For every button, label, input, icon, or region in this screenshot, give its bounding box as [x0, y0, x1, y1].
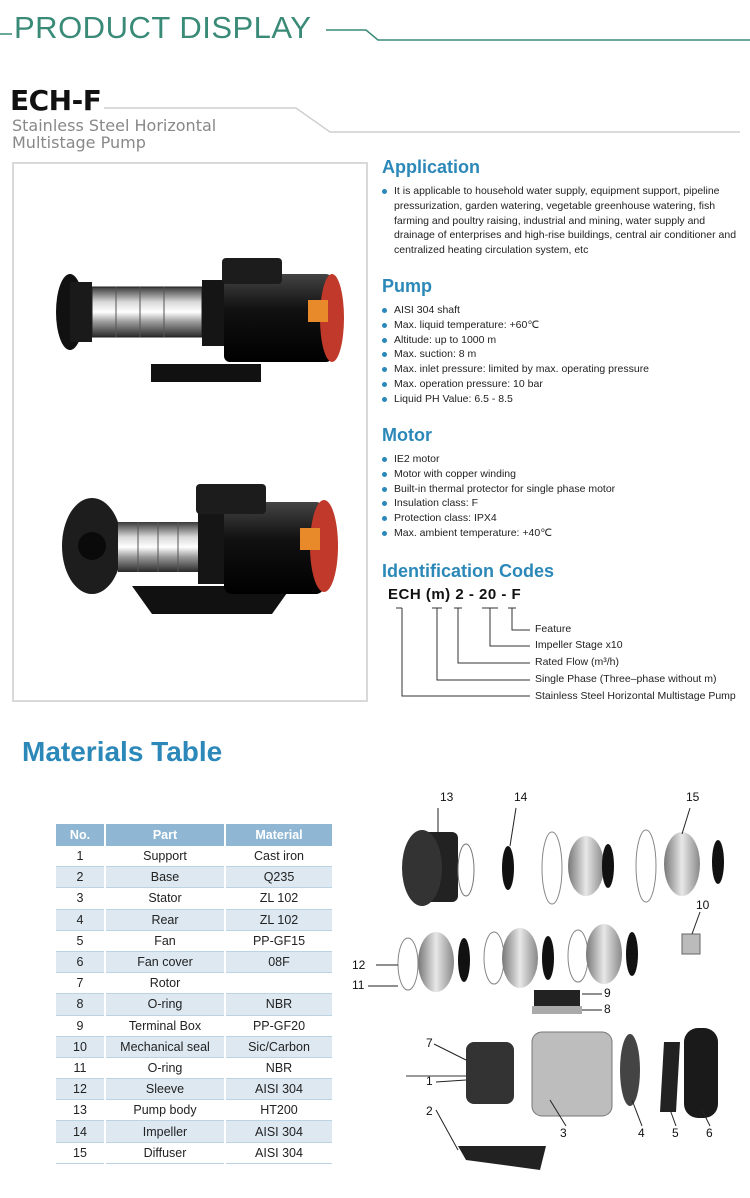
- list-item: AISI 304 shaft: [382, 303, 744, 318]
- list-item: IE2 motor: [382, 452, 744, 467]
- table-row: [56, 1036, 332, 1057]
- cell-part: Rotor: [105, 973, 225, 994]
- list-item: Liquid PH Value: 6.5 - 8.5: [382, 392, 744, 407]
- motor-title: Motor: [382, 425, 432, 445]
- list-item: It is applicable to household water supply, equipment support, pipeline pressurization, garden watering, vegetable greenhouse watering, fish farming and poultry raising, industrial and mining, water supply and drainage of enterprises and high-rise buildings, central air conditioner and centralized heating circulation system, etc: [382, 184, 744, 258]
- callout-label: 5: [672, 1126, 679, 1140]
- cell-no: 13: [56, 1100, 105, 1121]
- cell-material: ZL 102: [225, 888, 332, 909]
- cell-material: Q235: [225, 867, 332, 888]
- cell-material: ZL 102: [225, 909, 332, 930]
- callout-label: 8: [604, 1002, 611, 1016]
- cell-no: 12: [56, 1079, 105, 1100]
- identification-code-diagram: [382, 586, 750, 706]
- cell-no: 2: [56, 867, 105, 888]
- callout-label: 7: [426, 1036, 433, 1050]
- identification-section: [382, 560, 744, 582]
- cell-part: Fan cover: [105, 951, 225, 972]
- cell-part: Fan: [105, 930, 225, 951]
- cell-no: 5: [56, 930, 105, 951]
- identification-code: ECH (m) 2 - 20 - F: [388, 586, 522, 603]
- cell-material: Cast iron: [225, 846, 332, 867]
- materials-table: [56, 824, 332, 1164]
- subtitle-line-2: Multistage Pump: [12, 133, 146, 152]
- exploded-view-drawing: [346, 780, 750, 1198]
- callout-label: 12: [352, 958, 366, 972]
- pump-section: [382, 275, 744, 407]
- cell-no: 3: [56, 888, 105, 909]
- table-row: [56, 1015, 332, 1036]
- table-row: [56, 1057, 332, 1078]
- list-item: Max. operation pressure: 10 bar: [382, 377, 744, 392]
- model-name: ECH-F: [10, 84, 102, 117]
- code-label-feature: Feature: [535, 623, 572, 635]
- list-item: Max. liquid temperature: +60℃: [382, 318, 744, 333]
- table-row: [56, 1121, 332, 1142]
- code-label-stage: Impeller Stage x10: [535, 639, 623, 651]
- table-row: [56, 909, 332, 930]
- cell-no: 6: [56, 951, 105, 972]
- callout-label: 11: [352, 978, 365, 992]
- pump-list: [382, 303, 744, 407]
- header-no: No.: [56, 824, 105, 846]
- code-label-type: Stainless Steel Horizontal Multistage Pump: [535, 690, 736, 702]
- cell-material: 08F: [225, 951, 332, 972]
- materials-title: Materials Table: [22, 736, 223, 767]
- callout-label: 6: [706, 1126, 713, 1140]
- cell-part: Mechanical seal: [105, 1036, 225, 1057]
- page-header: [0, 0, 750, 60]
- list-item: Insulation class: F: [382, 496, 744, 511]
- table-row: [56, 930, 332, 951]
- header-part: Part: [105, 824, 225, 846]
- application-title: Application: [382, 157, 480, 177]
- cell-material: HT200: [225, 1100, 332, 1121]
- callout-label: 2: [426, 1104, 433, 1118]
- table-row: [56, 867, 332, 888]
- cell-no: 1: [56, 846, 105, 867]
- cell-part: Sleeve: [105, 1079, 225, 1100]
- cell-part: Pump body: [105, 1100, 225, 1121]
- cell-part: Diffuser: [105, 1142, 225, 1163]
- callout-label: 13: [440, 790, 454, 804]
- code-label-flow: Rated Flow (m³/h): [535, 656, 620, 668]
- application-list: [382, 184, 744, 258]
- list-item: Altitude: up to 1000 m: [382, 333, 744, 348]
- table-row: [56, 1100, 332, 1121]
- cell-no: 10: [56, 1036, 105, 1057]
- application-section: [382, 156, 744, 258]
- cell-no: 4: [56, 909, 105, 930]
- cell-part: O-ring: [105, 1057, 225, 1078]
- pump-photo-top: [56, 242, 346, 392]
- product-photo-box: [12, 162, 368, 702]
- table-row: [56, 1142, 332, 1163]
- pump-photo-bottom: [62, 466, 352, 626]
- cell-part: Terminal Box: [105, 1015, 225, 1036]
- cell-material: AISI 304: [225, 1121, 332, 1142]
- header-material: Material: [225, 824, 332, 846]
- cell-part: Support: [105, 846, 225, 867]
- code-label-phase: Single Phase (Three–phase without m): [535, 673, 717, 685]
- cell-no: 9: [56, 1015, 105, 1036]
- motor-section: [382, 424, 744, 541]
- cell-material: PP-GF20: [225, 1015, 332, 1036]
- table-row: [56, 951, 332, 972]
- cell-part: Impeller: [105, 1121, 225, 1142]
- cell-no: 11: [56, 1057, 105, 1078]
- callout-label: 4: [638, 1126, 645, 1140]
- pump-title: Pump: [382, 276, 433, 296]
- callout-label: 3: [560, 1126, 567, 1140]
- cell-material: AISI 304: [225, 1079, 332, 1100]
- cell-material: PP-GF15: [225, 930, 332, 951]
- cell-material: [225, 973, 332, 994]
- table-row: [56, 846, 332, 867]
- cell-part: Rear: [105, 909, 225, 930]
- cell-part: O-ring: [105, 994, 225, 1015]
- cell-no: 15: [56, 1142, 105, 1163]
- exploded-view-diagram: [346, 780, 750, 1198]
- product-subtitle: [12, 117, 216, 151]
- callout-label: 15: [686, 790, 700, 804]
- list-item: Max. ambient temperature: +40℃: [382, 526, 744, 541]
- list-item: Protection class: IPX4: [382, 511, 744, 526]
- cell-part: Stator: [105, 888, 225, 909]
- motor-list: [382, 452, 744, 541]
- callout-label: 14: [514, 790, 528, 804]
- callout-label: 1: [426, 1074, 433, 1088]
- page-title: PRODUCT DISPLAY: [14, 10, 312, 45]
- list-item: Built-in thermal protector for single phase motor: [382, 482, 744, 497]
- cell-no: 7: [56, 973, 105, 994]
- cell-material: NBR: [225, 994, 332, 1015]
- cell-material: Sic/Carbon: [225, 1036, 332, 1057]
- cell-part: Base: [105, 867, 225, 888]
- cell-no: 8: [56, 994, 105, 1015]
- callout-label: 10: [696, 898, 710, 912]
- table-header-row: [56, 824, 332, 846]
- table-row: [56, 994, 332, 1015]
- subtitle-line-1: Stainless Steel Horizontal: [12, 116, 217, 135]
- cell-material: NBR: [225, 1057, 332, 1078]
- cell-material: AISI 304: [225, 1142, 332, 1163]
- table-row: [56, 888, 332, 909]
- identification-title: Identification Codes: [382, 561, 555, 581]
- table-row: [56, 973, 332, 994]
- table-row: [56, 1079, 332, 1100]
- list-item: Max. inlet pressure: limited by max. operating pressure: [382, 362, 744, 377]
- callout-label: 9: [604, 986, 611, 1000]
- cell-no: 14: [56, 1121, 105, 1142]
- list-item: Motor with copper winding: [382, 467, 744, 482]
- list-item: Max. suction: 8 m: [382, 347, 744, 362]
